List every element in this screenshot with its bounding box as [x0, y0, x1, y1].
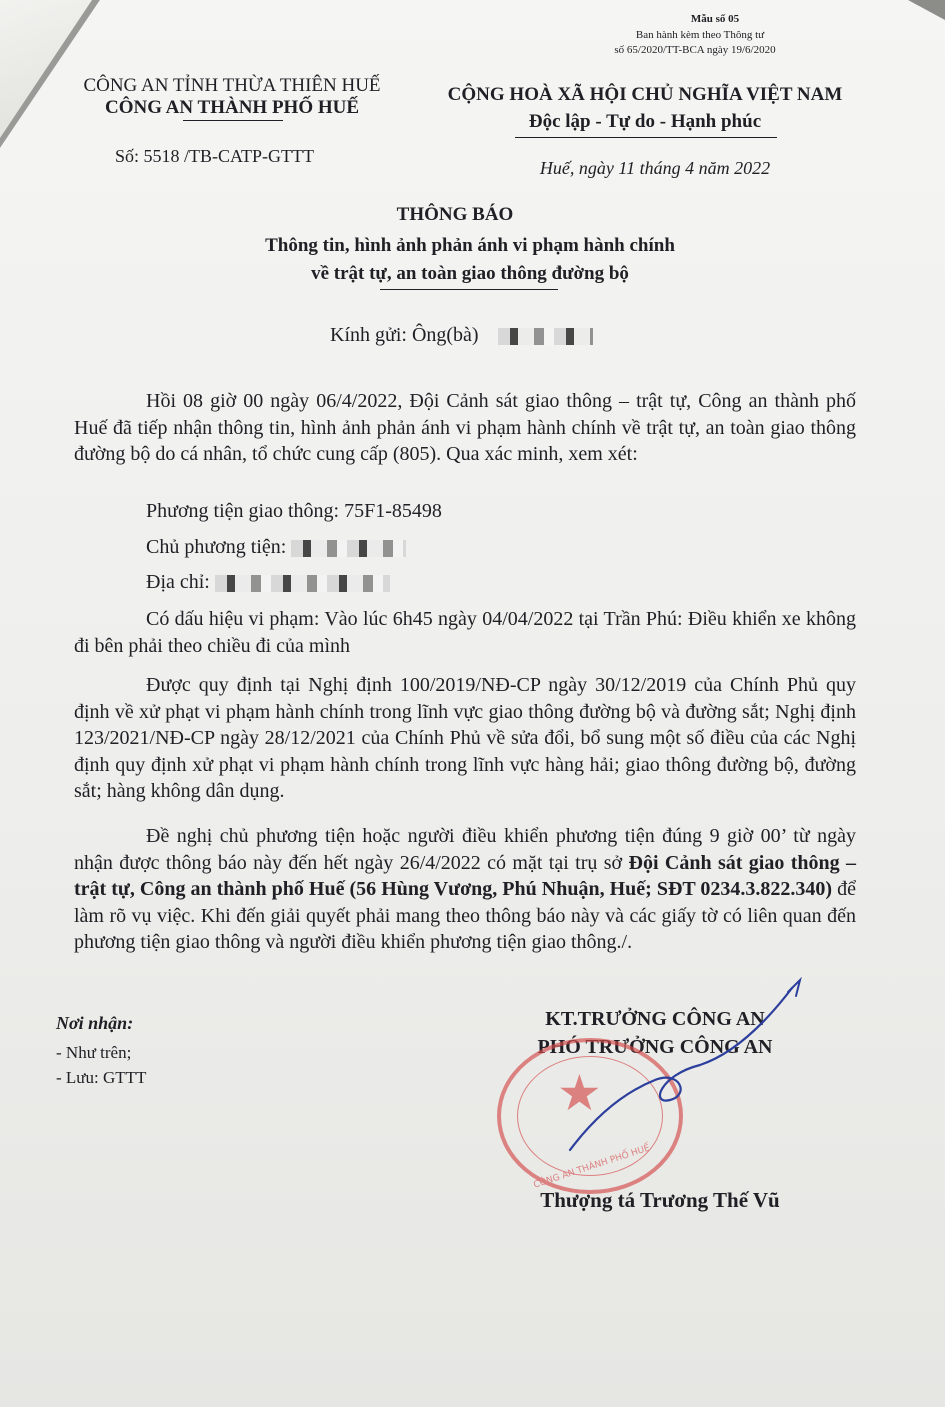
address-label: Địa chỉ: [146, 571, 210, 593]
issue-date: Huế, ngày 11 tháng 4 năm 2022 [539, 158, 771, 178]
form-circular-line2: số 65/2020/TT-BCA ngày 19/6/2020 [614, 44, 776, 56]
signer-name: Thượng tá Trương Thế Vũ [540, 1188, 780, 1212]
handwritten-signature [560, 970, 860, 1170]
recipient-line [330, 322, 593, 349]
request-text-c: để làm rõ vụ việc. Khi đến giải quyết phải mang theo thông báo này và các giấy tờ có liên quan đến phương tiện giao thông và người điều khiển phương tiện giao thông./. [74, 878, 856, 953]
notice-subtitle-1: Thông tin, hình ảnh phản ánh vi phạm hành chính [265, 235, 675, 256]
request-office-address: Đội Cảnh sát giao thông – trật tự, Công an thành phố Huế (56 Hùng Vương, Phú Nhuận, Huế; SĐT 0234.3.822.340) [74, 851, 856, 900]
title-underline [380, 289, 558, 290]
paragraph-legal-basis: Được quy định tại Nghị định 100/2019/NĐ-CP ngày 30/12/2019 của Chính Phủ quy định về xử phạt vi phạm hành chính trong lĩnh vực giao thông đường bộ và đường sắt; Nghị định 123/2021/NĐ-CP ngày 28/12/2021 của Chính Phủ về sửa đổi, bổ sung một số điều của các Nghị định quy định xử phạt vi phạm hành chính trong lĩnh vực hàng hải; giao thông đường bộ, đường sắt; hàng không dân dụng. [74, 674, 856, 802]
notice-title: THÔNG BÁO [396, 204, 514, 225]
owner-label: Chủ phương tiện: [146, 536, 287, 558]
signature-title-1: KT.TRƯỞNG CÔNG AN [545, 1008, 765, 1030]
notice-subtitle-2: về trật tự, an toàn giao thông đường bộ [311, 263, 629, 284]
motto-underline [515, 137, 777, 138]
address-line [146, 569, 390, 596]
stamp-star-icon: ★ [557, 1064, 602, 1122]
form-circular-line1: Ban hành kèm theo Thông tư [635, 29, 765, 41]
request-text-a: Đề nghị chủ phương tiện hoặc người điều khiển phương tiện đúng 9 giờ 00’ từ ngày nhận được thông báo này đến hết ngày 26/4/2022 có mặt tại trụ sở [74, 825, 856, 874]
document-number: Số: 5518 /TB-CATP-GTTT [115, 146, 315, 166]
paragraph-intake: Hồi 08 giờ 00 ngày 06/4/2022, Đội Cảnh sát giao thông – trật tự, Công an thành phố Huế đã tiếp nhận thông tin, hình ảnh phản ánh vi phạm hành chính về trật tự, an toàn giao thông đường bộ do cá nhân, tổ chức cung cấp (805). Qua xác minh, xem xét: [74, 390, 856, 465]
owner-line [146, 534, 406, 561]
recipient-label: Kính gửi: Ông(bà) [330, 324, 479, 346]
agency-name: CÔNG AN THÀNH PHỐ HUẾ [104, 97, 360, 118]
recipients-list-label: Nơi nhận: [56, 1013, 134, 1033]
signature-title-2: PHÓ TRƯỞNG CÔNG AN [537, 1036, 773, 1058]
agency-parent: CÔNG AN TỈNH THỪA THIÊN HUẾ [83, 75, 381, 96]
redacted-recipient-name [498, 328, 593, 345]
vehicle-plate-line: Phương tiện giao thông: 75F1-85498 [146, 500, 442, 522]
paragraph-violation: Có dấu hiệu vi phạm: Vào lúc 6h45 ngày 04/04/2022 tại Trần Phú: Điều khiển xe không đi bên phải theo chiều đi của mình [74, 608, 856, 657]
form-label: Mẫu số 05 [690, 13, 740, 25]
recipients-list-item-1: - Như trên; [56, 1043, 132, 1062]
stamp-text: CÔNG AN THÀNH PHỐ HUẾ [532, 1143, 652, 1191]
paragraph-request [74, 823, 856, 956]
nation-name: CỘNG HOÀ XÃ HỘI CHỦ NGHĨA VIỆT NAM [447, 84, 843, 105]
recipients-list-item-2: - Lưu: GTTT [56, 1068, 147, 1087]
nation-motto: Độc lập - Tự do - Hạnh phúc [528, 111, 762, 132]
redacted-address [215, 575, 390, 592]
redacted-owner-name [291, 540, 406, 557]
agency-underline [183, 120, 283, 121]
